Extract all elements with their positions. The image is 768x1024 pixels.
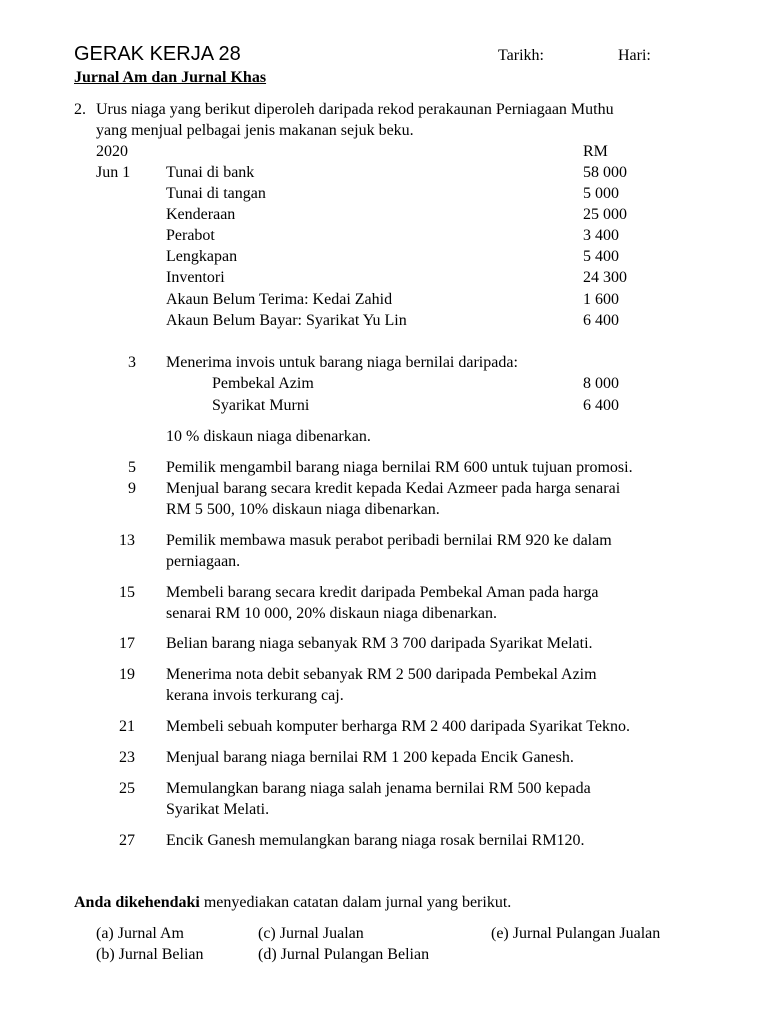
transaction-text-cont: Syarikat Melati.	[166, 801, 270, 818]
opening-item-amount: 5 000	[583, 185, 619, 202]
opening-item-label: Lengkapan	[166, 248, 238, 265]
journal-item-e: (e) Jurnal Pulangan Jualan	[491, 925, 661, 942]
transaction-text: Membeli sebuah komputer berharga RM 2 400 daripada Syarikat Tekno.	[166, 718, 630, 735]
supplier-label: Pembekal Azim	[212, 375, 314, 392]
transaction-text-cont: perniagaan.	[166, 553, 241, 570]
transaction-text: Menjual barang secara kredit kepada Kedai Azmeer pada harga senarai	[166, 480, 621, 497]
opening-item-amount: 5 400	[583, 248, 619, 265]
transaction-day: 21	[119, 718, 135, 735]
transaction-day: 13	[119, 532, 135, 549]
opening-item-amount: 25 000	[583, 206, 627, 223]
transaction-text-cont: RM 5 500, 10% diskaun niaga dibenarkan.	[166, 501, 440, 518]
opening-item-amount: 1 600	[583, 291, 619, 308]
transaction-day: 9	[128, 480, 136, 497]
transaction-day: 27	[119, 832, 135, 849]
transaction-day: 25	[119, 780, 135, 797]
transaction-day: 5	[128, 459, 136, 476]
transaction-day: 19	[119, 666, 135, 683]
transaction-text: Memulangkan barang niaga salah jenama bernilai RM 500 kepada	[166, 780, 591, 797]
transaction-text: Pemilik mengambil barang niaga bernilai RM 600 untuk tujuan promosi.	[166, 459, 633, 476]
journal-item-c: (c) Jurnal Jualan	[258, 925, 364, 942]
opening-date: Jun 1	[96, 164, 131, 181]
transaction-text-cont: senarai RM 10 000, 20% diskaun niaga dibenarkan.	[166, 605, 498, 622]
journal-item-d: (d) Jurnal Pulangan Belian	[258, 946, 430, 963]
supplier-amount: 6 400	[583, 397, 619, 414]
supplier-label: Syarikat Murni	[212, 397, 310, 414]
transaction-text: Menjual barang niaga bernilai RM 1 200 kepada Encik Ganesh.	[166, 749, 574, 766]
transaction-day: 15	[119, 584, 135, 601]
opening-item-label: Akaun Belum Terima: Kedai Zahid	[166, 291, 393, 308]
journal-item-a: (a) Jurnal Am	[96, 925, 184, 942]
opening-item-label: Akaun Belum Bayar: Syarikat Yu Lin	[166, 312, 407, 329]
transaction-day: 17	[119, 635, 135, 652]
supplier-amount: 8 000	[583, 375, 619, 392]
transaction-text: Belian barang niaga sebanyak RM 3 700 daripada Syarikat Melati.	[166, 635, 593, 652]
opening-item-amount: 3 400	[583, 227, 619, 244]
transaction-text-cont: kerana invois terkurang caj.	[166, 687, 344, 704]
currency-header: RM	[583, 143, 608, 160]
opening-item-amount: 58 000	[583, 164, 627, 181]
year-header: 2020	[96, 143, 128, 160]
instruction-emphasis: Anda dikehendaki	[74, 894, 200, 911]
opening-item-label: Perabot	[166, 227, 215, 244]
date-label: Tarikh:	[498, 47, 544, 64]
question-intro-line1: Urus niaga yang berikut diperoleh daripada rekod perakaunan Perniagaan Muthu	[96, 101, 614, 118]
transaction-text: Pemilik membawa masuk perabot peribadi bernilai RM 920 ke dalam	[166, 532, 612, 549]
instruction	[74, 893, 511, 913]
transaction-note: 10 % diskaun niaga dibenarkan.	[166, 428, 371, 445]
subtitle: Jurnal Am dan Jurnal Khas	[74, 69, 267, 86]
question-number: 2.	[74, 101, 86, 118]
opening-item-label: Tunai di tangan	[166, 185, 266, 202]
transaction-text: Membeli barang secara kredit daripada Pembekal Aman pada harga	[166, 584, 599, 601]
transaction-text: Encik Ganesh memulangkan barang niaga rosak bernilai RM120.	[166, 832, 585, 849]
day-label: Hari:	[618, 47, 651, 64]
journal-item-b: (b) Jurnal Belian	[96, 946, 204, 963]
opening-item-amount: 24 300	[583, 269, 627, 286]
opening-item-label: Tunai di bank	[166, 164, 255, 181]
opening-item-label: Inventori	[166, 269, 225, 286]
transaction-text: Menerima invois untuk barang niaga bernilai daripada:	[166, 354, 518, 371]
opening-item-amount: 6 400	[583, 312, 619, 329]
transaction-text: Menerima nota debit sebanyak RM 2 500 daripada Pembekal Azim	[166, 666, 597, 683]
transaction-day: 3	[128, 354, 136, 371]
question-intro-line2: yang menjual pelbagai jenis makanan sejuk beku.	[96, 122, 414, 139]
instruction-rest: menyediakan catatan dalam jurnal yang berikut.	[199, 894, 512, 911]
opening-item-label: Kenderaan	[166, 206, 236, 223]
page-title: GERAK KERJA 28	[74, 43, 241, 65]
transaction-day: 23	[119, 749, 135, 766]
